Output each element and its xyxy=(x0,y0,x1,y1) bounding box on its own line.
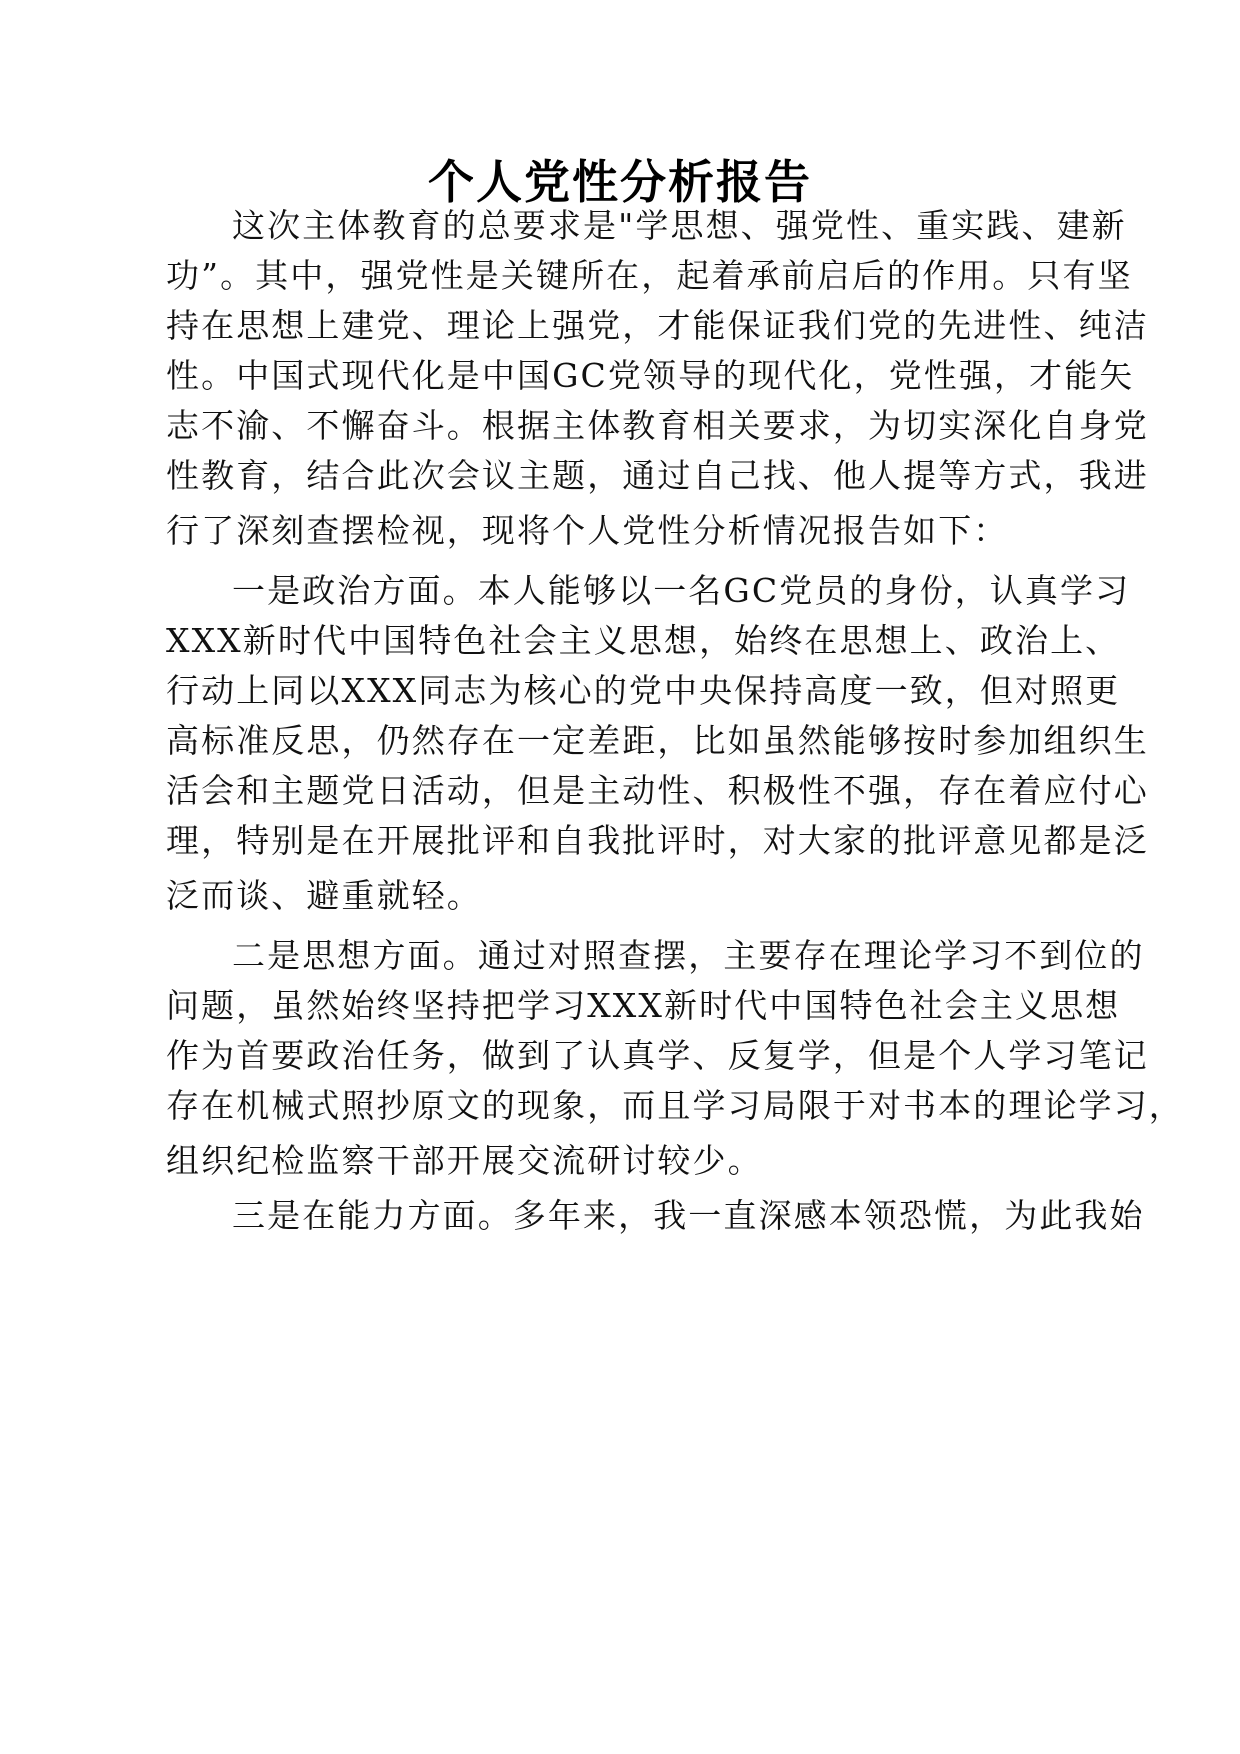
text-line: 活会和主题党日活动，但是主动性、积极性不强，存在着应付心 xyxy=(166,771,1149,810)
text-line: 功”。其中，强党性是关键所在，起着承前启后的作用。只有坚 xyxy=(166,256,1133,295)
text-line: 泛而谈、避重就轻。 xyxy=(166,876,482,915)
text-line: 志不渝、不懈奋斗。根据主体教育相关要求，为切实深化自身党 xyxy=(166,406,1149,445)
text-line: 理，特别是在开展批评和自我批评时，对大家的批评意见都是泛 xyxy=(166,821,1149,860)
text-line: 性。中国式现代化是中国GC党领导的现代化，党性强，才能矢 xyxy=(166,356,1135,395)
text-line: 问题，虽然始终坚持把学习XXX新时代中国特色社会主义思想 xyxy=(166,986,1121,1025)
text-line: 持在思想上建党、理论上强党，才能保证我们党的先进性、纯洁 xyxy=(166,306,1149,345)
text-line: 这次主体教育的总要求是"学思想、强党性、重实践、建新 xyxy=(232,206,1127,245)
text-line: 组织纪检监察干部开展交流研讨较少。 xyxy=(166,1141,763,1180)
text-line: 行了深刻查摆检视，现将个人党性分析情况报告如下： xyxy=(166,511,1009,550)
text-line: 三是在能力方面。多年来，我一直深感本领恐慌，为此我始 xyxy=(232,1196,1145,1235)
text-line: 性教育，结合此次会议主题，通过自己找、他人提等方式，我进 xyxy=(166,456,1149,495)
text-line: 二是思想方面。通过对照查摆，主要存在理论学习不到位的 xyxy=(232,936,1145,975)
document-title: 个人党性分析报告 xyxy=(428,155,812,209)
text-line: 作为首要政治任务，做到了认真学、反复学，但是个人学习笔记 xyxy=(166,1036,1149,1075)
text-line: 高标准反思，仍然存在一定差距，比如虽然能够按时参加组织生 xyxy=(166,721,1149,760)
text-line: 一是政治方面。本人能够以一名GC党员的身份，认真学习 xyxy=(232,571,1131,610)
text-line: XXX新时代中国特色社会主义思想，始终在思想上、政治上、 xyxy=(166,621,1121,660)
text-line: 行动上同以XXX同志为核心的党中央保持高度一致，但对照更 xyxy=(166,671,1121,710)
text-line: 存在机械式照抄原文的现象，而且学习局限于对书本的理论学习， xyxy=(166,1086,1184,1125)
